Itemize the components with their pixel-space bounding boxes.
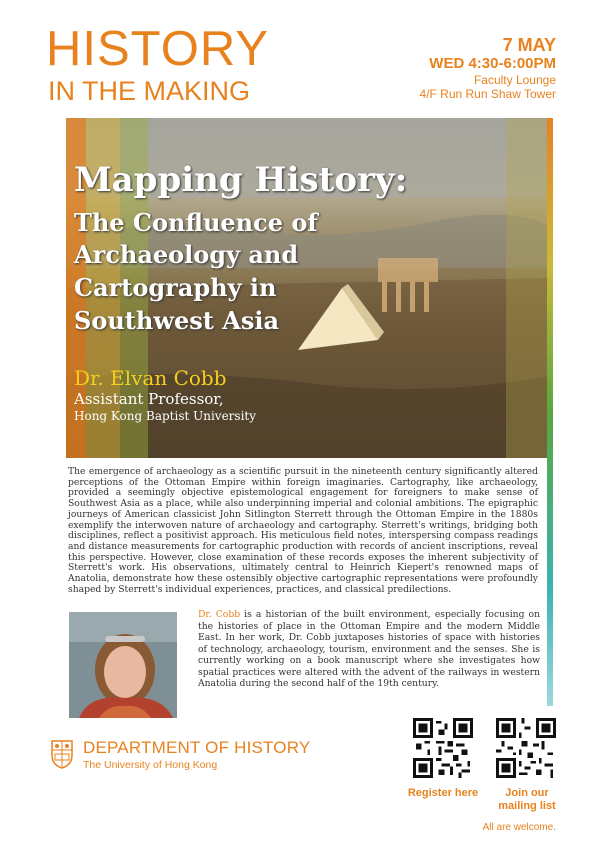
event-venue-room: Faculty Lounge <box>473 73 556 87</box>
mailing-label-line-1: Join our <box>505 787 549 799</box>
mailing-label-line-2: mailing list <box>498 800 556 812</box>
register-qr-code-icon[interactable] <box>413 718 473 778</box>
series-subtitle: IN THE MAKING <box>48 76 251 106</box>
register-link[interactable]: Register here <box>407 787 479 799</box>
mailing-list-qr-code-icon[interactable] <box>496 718 556 778</box>
event-venue-building: 4/F Run Run Shaw Tower <box>419 87 556 101</box>
department-name: DEPARTMENT OF HISTORY <box>83 738 311 757</box>
abstract-text: The emergence of archaeology as a scientific pursuit in the nineteenth century significantly altered perceptions of the Ottoman Empire within foreign imaginaries. Cartography, like archaeology, provided a seemingly objective epistemological engagement for foreigners to make sense of Southwest Asia as a place, while also underpinning imperial and colonial ambitions. The epigraphic journeys of American classicist John Sitlington Sterrett through the Ottoman Empire in the 1880s exemplify the interwoven nature of archaeology and cartography. Sterrett's writings, bridging both disciplines, reflect a positivist approach. His meticulous field notes, interspersing compass readings and distance measurements for cartographic production with records of ancient inscriptions, reveal this perspective. However, close examination of these records exposes the inherent subjectivity of Sterrett's work. His observations, ultimately central to Heinrich Kiepert's renowned maps of Anatolia, demonstrate how these ostensibly objective cartographic representations were profoundly shaped by Sterrett's individual experiences, practices, and classical predilections. <box>68 466 538 595</box>
university-name: The University of Hong Kong <box>83 759 218 771</box>
hero-photo <box>66 118 552 458</box>
bio-text: is a historian of the built environment, especially focusing on the histories of place in the Ottoman Empire and the modern Middle East. In her work, Dr. Cobb juxtaposes histories of space with histories of technology, archaeology, tourism, environment and the senses. She is currently working on a book manuscript where she investigates how spatial practices were altered with the advent of the railways in western Anatolia during the second half of the 19th century. <box>198 609 540 689</box>
event-info <box>419 36 556 101</box>
event-time: WED 4:30-6:00PM <box>429 55 556 72</box>
talk-subtitle-line-3: Cartography in <box>74 273 277 302</box>
talk-subtitle-line-2: Archaeology and <box>74 240 299 269</box>
series-title: HISTORY <box>46 22 270 76</box>
speaker-affiliation: Hong Kong Baptist University <box>74 409 257 423</box>
speaker-name: Dr. Elvan Cobb <box>74 366 227 390</box>
talk-title: Mapping History: <box>74 160 408 200</box>
talk-subtitle-line-4: Southwest Asia <box>74 306 280 335</box>
speaker-photo <box>69 612 177 718</box>
speaker-title: Assistant Professor, <box>74 390 224 408</box>
mailing-list-link[interactable] <box>484 787 570 813</box>
accent-bar-right <box>506 118 552 458</box>
talk-subtitle-line-1: The Confluence of <box>74 208 318 237</box>
speaker-bio <box>198 609 540 690</box>
decorative-color-strip <box>547 118 553 706</box>
speaker-portrait-icon <box>69 612 177 718</box>
university-crest-icon <box>50 739 74 769</box>
bio-speaker-name: Dr. Cobb <box>198 609 241 620</box>
welcome-note: All are welcome. <box>482 822 556 833</box>
event-date: 7 MAY <box>502 35 556 55</box>
